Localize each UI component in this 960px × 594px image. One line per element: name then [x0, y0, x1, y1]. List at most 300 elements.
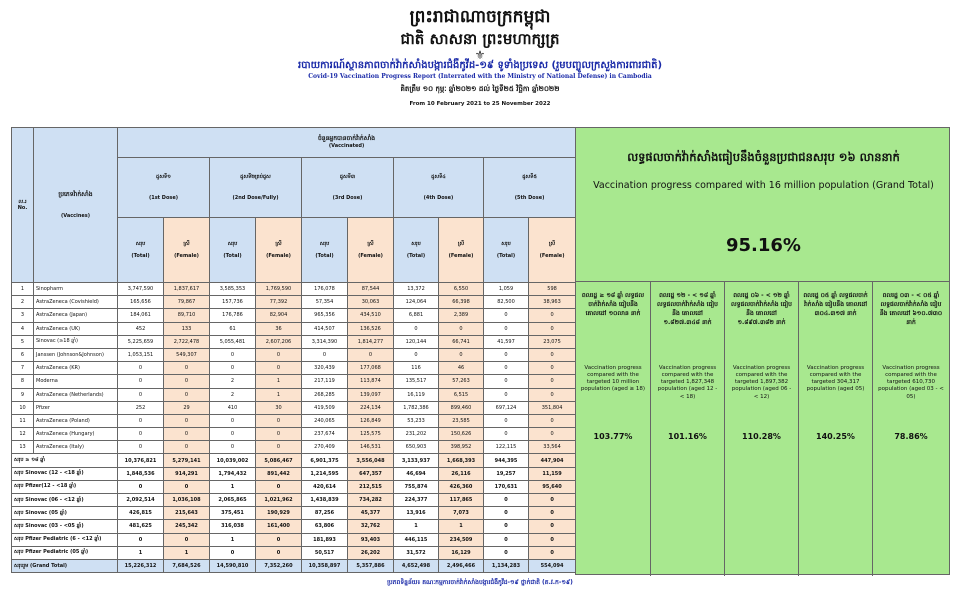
- female-cell: 38,963: [529, 296, 576, 309]
- total-cell: 41,597: [484, 335, 529, 348]
- female-header: [164, 218, 210, 283]
- total-cell: 446,115: [394, 533, 439, 546]
- subtotal-name: សរុប Sinovac (05 ឆ្នាំ): [12, 507, 118, 520]
- total-cell: 0: [484, 388, 529, 401]
- total-cell: 252: [118, 401, 164, 414]
- female-cell: 215,643: [164, 507, 210, 520]
- female-cell: 0: [164, 375, 210, 388]
- total-cell: 270,409: [302, 441, 348, 454]
- female-cell: 57,263: [439, 375, 484, 388]
- col-vaccine-header: ប្រភេទវ៉ាក់សាំង (Vaccines): [34, 128, 118, 283]
- age-group-1: [576, 281, 651, 576]
- total-cell: 176,786: [210, 309, 256, 322]
- total-cell: 410: [210, 401, 256, 414]
- female-cell: 177,068: [348, 362, 394, 375]
- total-cell: 2: [210, 375, 256, 388]
- female-cell: 0: [529, 388, 576, 401]
- female-cell: 26,116: [439, 467, 484, 480]
- female-cell: 1: [164, 546, 210, 559]
- total-cell: 481,625: [118, 520, 164, 533]
- female-cell: 133: [164, 322, 210, 335]
- vaccine-name: AstraZeneca (UK): [34, 322, 118, 335]
- dose-header-3: [302, 158, 394, 218]
- female-cell: 1,668,393: [439, 454, 484, 467]
- female-cell: 0: [529, 348, 576, 361]
- female-cell: 5,279,141: [164, 454, 210, 467]
- age-group-target-kh: ពលរដ្ឋ ≥ ១៨ ឆ្នាំ លទ្ធផលចាក់វ៉ាក់សាំង ធៀបនឹង គោលដៅ ១០លាន នាក់: [581, 292, 645, 317]
- female-cell: 1: [256, 375, 302, 388]
- female-cell: 426,360: [439, 480, 484, 493]
- female-label-kh: ស្រី: [275, 240, 282, 247]
- female-cell: 89,710: [164, 309, 210, 322]
- row-number: 2: [12, 296, 34, 309]
- total-label-en: (Total): [496, 253, 516, 259]
- total-cell: 0: [210, 414, 256, 427]
- female-cell: 33,564: [529, 441, 576, 454]
- total-cell: 426,815: [118, 507, 164, 520]
- vaccine-name: AstraZeneca (Netherlands): [34, 388, 118, 401]
- female-cell: 0: [164, 428, 210, 441]
- total-cell: 224,377: [394, 494, 439, 507]
- female-cell: 212,515: [348, 480, 394, 493]
- female-header: [439, 218, 484, 283]
- total-cell: 320,439: [302, 362, 348, 375]
- female-cell: 2,607,206: [256, 335, 302, 348]
- female-header: [529, 218, 576, 283]
- total-cell: 240,065: [302, 414, 348, 427]
- table-row: [12, 309, 576, 322]
- dose-label-en: (5th Dose): [514, 194, 545, 201]
- total-header: [394, 218, 439, 283]
- progress-title-kh: លទ្ធផលចាក់វ៉ាក់សាំងធៀបនឹងចំនួនប្រជាជនសរុប ១៦ លាននាក់: [627, 150, 900, 164]
- total-header: [118, 218, 164, 283]
- female-cell: 0: [256, 414, 302, 427]
- female-cell: 2,496,466: [439, 559, 484, 572]
- age-group-percent: 140.25%: [816, 432, 855, 441]
- total-cell: 0: [118, 388, 164, 401]
- female-cell: 0: [164, 480, 210, 493]
- female-label-en: (Female): [539, 253, 565, 259]
- female-cell: 93,403: [348, 533, 394, 546]
- total-cell: 2,065,865: [210, 494, 256, 507]
- female-cell: 0: [529, 520, 576, 533]
- total-cell: 4,652,498: [394, 559, 439, 572]
- total-cell: 755,874: [394, 480, 439, 493]
- age-group-4: [799, 281, 873, 576]
- female-cell: 0: [256, 441, 302, 454]
- age-group-percent: 103.77%: [593, 432, 633, 441]
- total-cell: 0: [484, 507, 529, 520]
- age-group-target-en: Vaccination progress compared with the targeted 304,317 population (aged 05): [806, 365, 865, 393]
- female-label-kh: ស្រី: [457, 240, 465, 247]
- female-cell: 0: [529, 322, 576, 335]
- total-cell: 1,794,432: [210, 467, 256, 480]
- total-label-en: (Total): [131, 253, 150, 259]
- female-cell: 0: [529, 362, 576, 375]
- female-cell: 734,282: [348, 494, 394, 507]
- total-cell: 414,507: [302, 322, 348, 335]
- row-number: 1: [12, 283, 34, 296]
- female-cell: 914,291: [164, 467, 210, 480]
- total-cell: 122,115: [484, 441, 529, 454]
- total-cell: 650,903: [394, 441, 439, 454]
- female-cell: 6,515: [439, 388, 484, 401]
- female-cell: 7,684,526: [164, 559, 210, 572]
- female-cell: 45,377: [348, 507, 394, 520]
- total-cell: 0: [394, 348, 439, 361]
- total-label-en: (Total): [406, 253, 426, 259]
- age-group-target-kh: ពលរដ្ឋ ០៥ ឆ្នាំ លទ្ធផលចាក់វ៉ាក់សាំង ធៀបនឹង គោលដៅ ៣០៤.៣១៧ នាក់: [803, 292, 868, 317]
- total-cell: 0: [484, 309, 529, 322]
- row-number: 6: [12, 348, 34, 361]
- female-cell: 549,307: [164, 348, 210, 361]
- table-row: [12, 441, 576, 454]
- subtotal-name: សរុប Pfizer Pediatric (6 - <12 ឆ្នាំ): [12, 533, 118, 546]
- table-row: [12, 401, 576, 414]
- age-group-target-kh: ពលរដ្ឋ ០៣ - < ០៥ ឆ្នាំ លទ្ធផលចាក់វ៉ាក់សាំង ធៀបនឹង គោលដៅ ៦១០.៧៣០ នាក់: [879, 292, 943, 326]
- total-cell: 1: [118, 546, 164, 559]
- female-cell: 30,063: [348, 296, 394, 309]
- female-cell: 0: [529, 414, 576, 427]
- female-cell: 190,929: [256, 507, 302, 520]
- total-cell: 0: [210, 441, 256, 454]
- subtotal-name: សរុប ≥ ១៨ ឆ្នាំ: [12, 454, 118, 467]
- table-row: [12, 388, 576, 401]
- total-cell: 0: [484, 322, 529, 335]
- total-cell: 3,747,590: [118, 283, 164, 296]
- total-cell: 0: [210, 362, 256, 375]
- total-cell: 0: [484, 533, 529, 546]
- total-label-kh: សរុប: [135, 240, 146, 247]
- subtotal-name: សរុប Sinovac (03 - <05 ឆ្នាំ): [12, 520, 118, 533]
- female-cell: 1,021,962: [256, 494, 302, 507]
- row-number: 4: [12, 322, 34, 335]
- female-cell: 447,904: [529, 454, 576, 467]
- total-cell: 61: [210, 322, 256, 335]
- female-cell: 7,352,260: [256, 559, 302, 572]
- female-cell: 0: [529, 546, 576, 559]
- age-group-target-kh: ពលរដ្ឋ ១២ - < ១៨ ឆ្នាំ លទ្ធផលចាក់វ៉ាក់សាំង ធៀបនឹង គោលដៅ ១.៨២៧.៣៤៨ នាក់: [656, 292, 718, 326]
- report-title-en: Covid-19 Vaccination Progress Report (Interrated with the Ministry of National Defense) in Cambodia: [308, 73, 652, 80]
- subtotal-name: សរុប Sinovac (12 - <18 ឆ្នាំ): [12, 467, 118, 480]
- female-cell: 95,640: [529, 480, 576, 493]
- dose-label-en: (4th Dose): [423, 194, 454, 201]
- total-cell: 120,144: [394, 335, 439, 348]
- total-cell: 2,092,514: [118, 494, 164, 507]
- age-group-target-en: Vaccination progress compared with the targeted 10 million population (aged ≥ 18): [580, 365, 646, 393]
- report-title-kh: របាយការណ៍ស្ថានភាពចាក់វ៉ាក់សាំងបង្ការជំងឺកូវីដ-១៩ ទូទាំងប្រទេស (រួមបញ្ចូលក្រសួងការពារជាតិ): [297, 60, 663, 71]
- dose-label-en: (2nd Dose/Fully): [232, 194, 279, 201]
- female-cell: 0: [529, 309, 576, 322]
- female-cell: 117,865: [439, 494, 484, 507]
- total-cell: 452: [118, 322, 164, 335]
- vaccine-name: AstraZeneca (KR): [34, 362, 118, 375]
- dose-label-en: (1st Dose): [148, 194, 179, 201]
- female-cell: 598: [529, 283, 576, 296]
- subtotal-row: [12, 533, 576, 546]
- female-cell: 398,952: [439, 441, 484, 454]
- vaccine-name: Pfizer: [34, 401, 118, 414]
- total-cell: 0: [484, 348, 529, 361]
- total-cell: 0: [210, 348, 256, 361]
- subtotal-row: [12, 454, 576, 467]
- female-cell: 79,867: [164, 296, 210, 309]
- subtotal-row: [12, 467, 576, 480]
- total-cell: 14,590,810: [210, 559, 256, 572]
- age-group-target-kh: ពលរដ្ឋ ០៦ - < ១២ ឆ្នាំ លទ្ធផលចាក់វ៉ាក់សាំង ធៀបនឹង គោលដៅ ១.៨៩៧.៣៨២ នាក់: [730, 292, 792, 326]
- age-group-3: [725, 281, 799, 576]
- female-cell: 26,202: [348, 546, 394, 559]
- age-group-2: [651, 281, 725, 576]
- female-cell: 1: [439, 520, 484, 533]
- female-cell: 23,585: [439, 414, 484, 427]
- age-group-target-en: Vaccination progress compared with the targeted 610,730 population (aged 03 - < 05): [878, 365, 944, 400]
- total-cell: 0: [118, 362, 164, 375]
- total-cell: 0: [484, 414, 529, 427]
- female-cell: 2,722,478: [164, 335, 210, 348]
- vaccine-name: Janssen (Johnson&Johnson): [34, 348, 118, 361]
- female-cell: 224,134: [348, 401, 394, 414]
- total-cell: 268,285: [302, 388, 348, 401]
- total-cell: 157,736: [210, 296, 256, 309]
- female-cell: 0: [164, 414, 210, 427]
- report-date-en: From 10 February 2021 to 25 November 2022: [409, 101, 551, 107]
- row-number: 3: [12, 309, 34, 322]
- total-cell: 1: [210, 533, 256, 546]
- female-cell: 0: [439, 322, 484, 335]
- source-note: ប្រភពទិន្នន័យ៖ គណៈកម្មការចាក់វ៉ាក់សាំងបង្ការជំងឺកូវីដ-១៩ ថ្នាក់ជាតិ (គ.វ.ក-១៩): [387, 579, 573, 586]
- table-row: [12, 428, 576, 441]
- dose-label-kh: ដូសទី១: [156, 174, 171, 180]
- subtotal-name: សរុប Pfizer Pediatric (05 ឆ្នាំ): [12, 546, 118, 559]
- dose-label-en: (3rd Dose): [332, 194, 363, 201]
- table-row: [12, 283, 576, 296]
- female-cell: 146,531: [348, 441, 394, 454]
- kingdom-motto: ជាតិ សាសនា ព្រះមហាក្សត្រ: [400, 30, 560, 48]
- kingdom-title: ព្រះរាជាណាចក្រកម្ពុជា: [409, 7, 551, 27]
- female-label-en: (Female): [358, 253, 383, 259]
- total-cell: 419,509: [302, 401, 348, 414]
- female-cell: 66,741: [439, 335, 484, 348]
- total-cell: 0: [118, 414, 164, 427]
- female-cell: 125,575: [348, 428, 394, 441]
- female-cell: 32,762: [348, 520, 394, 533]
- subtotal-row: [12, 480, 576, 493]
- female-cell: 139,097: [348, 388, 394, 401]
- female-label-en: (Female): [266, 253, 291, 259]
- female-cell: 16,129: [439, 546, 484, 559]
- table-row: [12, 348, 576, 361]
- female-cell: 0: [256, 362, 302, 375]
- total-cell: 1,053,151: [118, 348, 164, 361]
- total-cell: 0: [484, 375, 529, 388]
- female-cell: 0: [256, 428, 302, 441]
- female-cell: 0: [256, 348, 302, 361]
- female-cell: 136,526: [348, 322, 394, 335]
- row-number: 12: [12, 428, 34, 441]
- female-cell: 1,837,617: [164, 283, 210, 296]
- female-cell: 647,357: [348, 467, 394, 480]
- total-cell: 1,438,839: [302, 494, 348, 507]
- vaccine-name: AstraZeneca (Japan): [34, 309, 118, 322]
- total-cell: 5,225,659: [118, 335, 164, 348]
- total-cell: 19,257: [484, 467, 529, 480]
- female-header: [348, 218, 394, 283]
- female-cell: 434,510: [348, 309, 394, 322]
- row-number: 11: [12, 414, 34, 427]
- total-cell: 0: [210, 428, 256, 441]
- age-group-percent: 78.86%: [894, 432, 928, 441]
- female-cell: 0: [256, 546, 302, 559]
- female-cell: 5,086,467: [256, 454, 302, 467]
- female-cell: 0: [529, 428, 576, 441]
- total-cell: 944,395: [484, 454, 529, 467]
- female-cell: 5,357,886: [348, 559, 394, 572]
- female-cell: 1,769,590: [256, 283, 302, 296]
- total-cell: 13,916: [394, 507, 439, 520]
- total-cell: 10,358,897: [302, 559, 348, 572]
- female-cell: 0: [348, 348, 394, 361]
- vaccine-name: AstraZeneca (Italy): [34, 441, 118, 454]
- female-cell: 7,073: [439, 507, 484, 520]
- total-cell: 124,064: [394, 296, 439, 309]
- total-cell: 375,451: [210, 507, 256, 520]
- report-date-kh: គិតត្រឹម ១០ កុម្ភៈ ឆ្នាំ២០២១ ដល់ ថ្ងៃទី២៥ វិច្ឆិកា ឆ្នាំ២០២២: [400, 85, 560, 93]
- female-cell: 1,814,277: [348, 335, 394, 348]
- dose-label-kh: ដូសទី៤: [431, 174, 446, 180]
- subtotal-name: សរុប Sinovac (06 - <12 ឆ្នាំ): [12, 494, 118, 507]
- total-cell: 3,133,937: [394, 454, 439, 467]
- female-cell: 126,849: [348, 414, 394, 427]
- total-cell: 0: [302, 348, 348, 361]
- female-cell: 0: [256, 533, 302, 546]
- age-group-5: [873, 281, 949, 576]
- ornament-icon: ⚜: [474, 48, 486, 62]
- total-cell: 0: [484, 520, 529, 533]
- female-cell: 891,442: [256, 467, 302, 480]
- vaccine-name: Sinopharm: [34, 283, 118, 296]
- total-cell: 1,059: [484, 283, 529, 296]
- female-label-kh: ស្រី: [183, 240, 190, 247]
- female-cell: 245,342: [164, 520, 210, 533]
- table-row: [12, 296, 576, 309]
- total-cell: 0: [210, 546, 256, 559]
- total-cell: 176,078: [302, 283, 348, 296]
- female-cell: 1,036,108: [164, 494, 210, 507]
- total-cell: 10,376,821: [118, 454, 164, 467]
- female-cell: 113,874: [348, 375, 394, 388]
- female-label-en: (Female): [448, 253, 474, 259]
- total-cell: 31,572: [394, 546, 439, 559]
- female-cell: 23,075: [529, 335, 576, 348]
- total-cell: 965,356: [302, 309, 348, 322]
- row-number: 7: [12, 362, 34, 375]
- total-cell: 16,119: [394, 388, 439, 401]
- female-cell: 899,460: [439, 401, 484, 414]
- total-cell: 165,656: [118, 296, 164, 309]
- female-cell: 0: [164, 533, 210, 546]
- female-cell: 0: [256, 480, 302, 493]
- total-cell: 181,893: [302, 533, 348, 546]
- female-label-en: (Female): [174, 253, 199, 259]
- table-row: [12, 375, 576, 388]
- female-cell: 2,389: [439, 309, 484, 322]
- total-cell: 50,517: [302, 546, 348, 559]
- female-cell: 29: [164, 401, 210, 414]
- total-cell: 57,354: [302, 296, 348, 309]
- total-cell: 0: [484, 494, 529, 507]
- vaccination-table: [11, 127, 576, 573]
- female-cell: 3,556,048: [348, 454, 394, 467]
- total-cell: 13,372: [394, 283, 439, 296]
- table-row: [12, 362, 576, 375]
- female-cell: 11,159: [529, 467, 576, 480]
- female-cell: 0: [164, 441, 210, 454]
- table-row: [12, 335, 576, 348]
- total-cell: 231,202: [394, 428, 439, 441]
- vaccine-name: Sinovac (≥18 ឆ្នាំ): [34, 335, 118, 348]
- female-cell: 150,626: [439, 428, 484, 441]
- grand-total-name: សរុបរួម (Grand Total): [12, 559, 118, 572]
- vaccine-name: AstraZeneca (Covishield): [34, 296, 118, 309]
- female-cell: 1: [256, 388, 302, 401]
- row-number: 8: [12, 375, 34, 388]
- age-group-percent: 110.28%: [742, 432, 781, 441]
- female-cell: 351,804: [529, 401, 576, 414]
- grand-total-row: [12, 559, 576, 572]
- total-label-kh: សរុប: [319, 240, 330, 247]
- female-header: [256, 218, 302, 283]
- dose-header-2: [210, 158, 302, 218]
- vaccinated-header: ចំនួនអ្នកបានចាក់វ៉ាក់សាំង (Vaccinated): [118, 128, 576, 158]
- female-cell: 6,550: [439, 283, 484, 296]
- female-cell: 87,544: [348, 283, 394, 296]
- total-cell: 116: [394, 362, 439, 375]
- total-cell: 6,881: [394, 309, 439, 322]
- female-cell: 77,392: [256, 296, 302, 309]
- total-cell: 3,585,353: [210, 283, 256, 296]
- total-cell: 0: [484, 546, 529, 559]
- dose-header-5: [484, 158, 576, 218]
- female-cell: 0: [529, 494, 576, 507]
- total-cell: 1,214,595: [302, 467, 348, 480]
- total-cell: 0: [118, 480, 164, 493]
- dose-label-kh: ដូសទី៣: [339, 174, 356, 180]
- vaccine-name: AstraZeneca (Hungary): [34, 428, 118, 441]
- total-cell: 3,314,390: [302, 335, 348, 348]
- row-number: 9: [12, 388, 34, 401]
- female-cell: 0: [529, 507, 576, 520]
- female-label-kh: ស្រី: [367, 240, 374, 247]
- female-cell: 0: [529, 533, 576, 546]
- age-group-target-en: Vaccination progress compared with the targeted 1,827,348 population (aged 12 - < 18): [657, 365, 718, 400]
- total-header: [210, 218, 256, 283]
- row-number: 13: [12, 441, 34, 454]
- total-header: [484, 218, 529, 283]
- table-row: [12, 322, 576, 335]
- age-group-percent: 101.16%: [668, 432, 707, 441]
- total-cell: 63,806: [302, 520, 348, 533]
- total-label-en: (Total): [315, 253, 334, 259]
- total-cell: 0: [394, 322, 439, 335]
- total-cell: 237,674: [302, 428, 348, 441]
- female-cell: 36: [256, 322, 302, 335]
- subtotal-row: [12, 507, 576, 520]
- total-cell: 217,119: [302, 375, 348, 388]
- total-cell: 1,782,386: [394, 401, 439, 414]
- total-cell: 0: [118, 375, 164, 388]
- female-cell: 82,904: [256, 309, 302, 322]
